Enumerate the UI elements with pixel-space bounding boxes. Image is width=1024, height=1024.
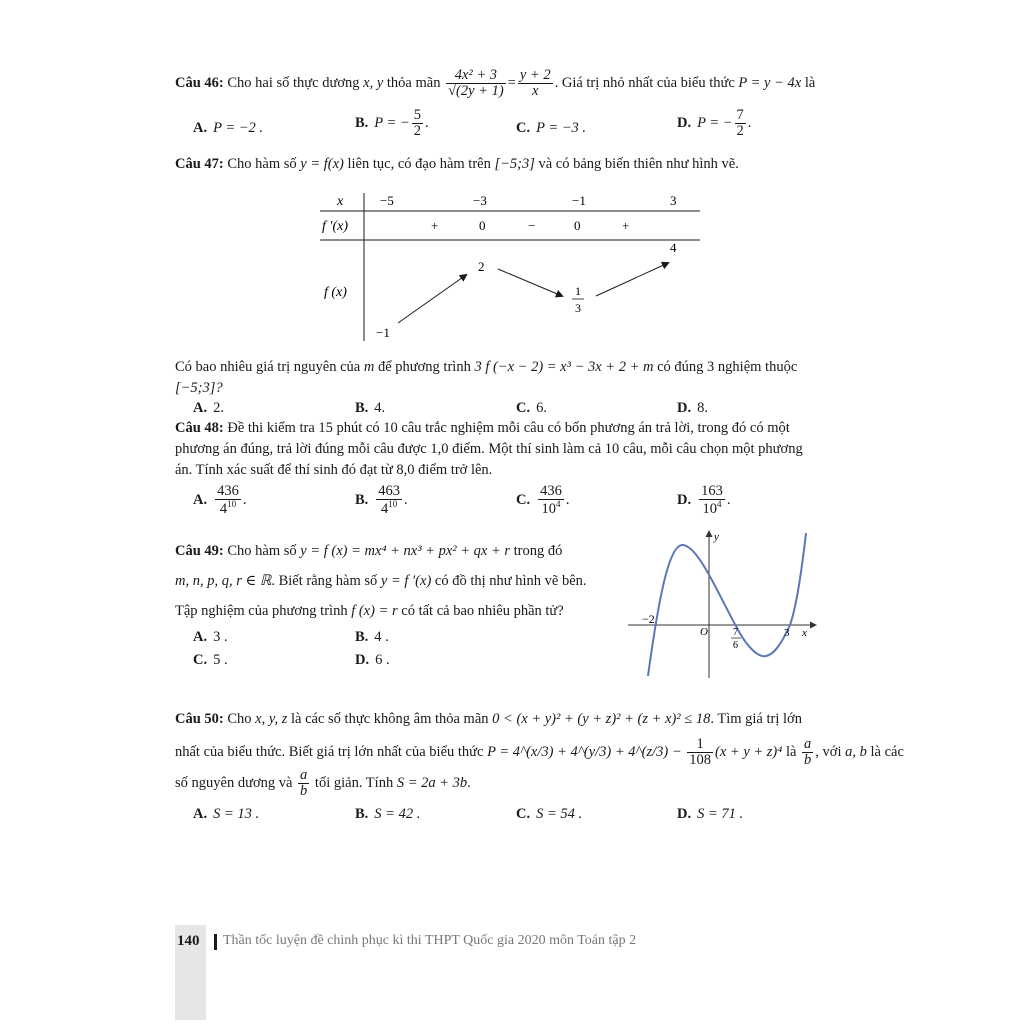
den-base: 4 <box>381 501 389 518</box>
den-base: 10 <box>702 501 717 518</box>
fraction-num: 5 <box>413 107 421 123</box>
q46-rhs-fraction <box>518 68 553 99</box>
option-key: A. <box>193 120 208 136</box>
option-fraction <box>215 484 241 517</box>
q47-question-b: để phương trình <box>377 359 471 375</box>
q46-lhs-fraction <box>446 68 506 99</box>
option-key: A. <box>193 806 208 822</box>
q49-expr-3: f (x) = r <box>351 603 398 619</box>
q49-text-2b: . Biết rằng hàm số <box>271 573 378 589</box>
table-f-end: 4 <box>670 240 677 255</box>
graph-origin: O <box>700 626 708 638</box>
option-key: C. <box>516 491 531 508</box>
q50-text-3b: tối giản. Tính <box>314 775 394 791</box>
q49-text-2c: có đồ thị như hình vẽ bên. <box>434 573 587 589</box>
option-key: D. <box>677 400 692 416</box>
q49-line2 <box>175 573 587 590</box>
arrow-down <box>498 269 562 296</box>
table-f-min-num: 1 <box>575 284 581 298</box>
q50-vars-ab: a, b <box>845 744 867 760</box>
fraction-den <box>376 499 402 517</box>
option-fraction <box>376 484 402 517</box>
q46-lhs-den: √(2y + 1) <box>448 83 504 100</box>
table-x-value: −3 <box>473 193 487 208</box>
option-key: C. <box>193 652 208 668</box>
option-value: S = 42 . <box>374 806 421 822</box>
option-value: P = − <box>374 115 410 132</box>
fraction-den: 2 <box>736 123 744 140</box>
q50-text-3c: . <box>467 775 471 791</box>
q47-option-c[interactable] <box>516 400 547 417</box>
arrow-up-2 <box>596 263 668 296</box>
option-fraction <box>412 108 423 139</box>
q50-line1 <box>175 711 802 728</box>
q50-text-2a: nhất của biểu thức. Biết giá trị lớn nhất của biểu thức <box>175 744 484 760</box>
q47-text-a: Cho hàm số <box>227 156 297 172</box>
q46-text-a: Cho hai số thực dương <box>227 75 360 91</box>
q50-text-1b: là các số thực không âm thỏa mãn <box>291 711 489 727</box>
q50-frac-ab-2 <box>298 768 309 799</box>
q47-m: m <box>363 359 375 375</box>
curve-f-prime <box>648 533 806 676</box>
q48-line3: án. Tính xác suất để thí sinh đó đạt từ 8,0 điểm trở lên. <box>175 462 493 478</box>
option-key: C. <box>516 120 531 136</box>
q49-text-1b: trong đó <box>513 543 563 559</box>
option-key: A. <box>193 400 208 416</box>
graph-root-3: 3 <box>784 627 790 639</box>
footer-separator <box>214 934 217 950</box>
q50-frac-108 <box>687 737 713 768</box>
option-value: 8. <box>697 400 708 416</box>
option-value: P = −2 . <box>213 120 264 136</box>
option-post: . <box>424 115 429 132</box>
den-exp: 4 <box>716 499 722 510</box>
q49-line3 <box>175 603 564 620</box>
table-fp-sign: + <box>431 218 439 233</box>
den-base: 10 <box>541 501 556 518</box>
graph-y-label: y <box>714 531 719 543</box>
q47-question-c: có đúng 3 nghiệm thuộc <box>657 359 798 375</box>
option-value: P = − <box>697 115 733 132</box>
q49-expr-2: y = f ′(x) <box>380 573 432 589</box>
fraction-den: 108 <box>689 752 712 769</box>
option-value: 4. <box>374 400 386 416</box>
q50-frac-ab <box>802 737 813 768</box>
q50-option-c[interactable] <box>516 806 582 823</box>
q49-text-2a: m, n, p, q, r ∈ ℝ <box>175 573 272 589</box>
fraction-den <box>215 499 241 517</box>
q49-line1 <box>175 543 562 560</box>
option-key: D. <box>677 115 692 132</box>
q50-line3 <box>175 766 471 800</box>
option-key: D. <box>677 806 692 822</box>
q47-option-b[interactable] <box>355 400 385 417</box>
q46-option-a[interactable] <box>193 120 263 137</box>
table-fp-sign: 0 <box>479 218 486 233</box>
option-value: 5 . <box>213 652 228 668</box>
q50-expr: P = 4^(x/3) + 4^(y/3) + 4^(z/3) − <box>487 744 682 760</box>
table-f-max: 2 <box>478 259 485 274</box>
table-x-label: x <box>337 194 344 209</box>
q48-line1 <box>175 420 790 437</box>
footer-book-title: Thần tốc luyện đề chinh phục kì thi THPT Quốc gia 2020 môn Toán tập 2 <box>223 933 637 948</box>
option-post: . <box>747 115 752 132</box>
q50-text-2b: là <box>785 744 797 760</box>
option-value: 6 . <box>375 652 390 668</box>
q47-question-line1 <box>175 359 797 376</box>
derivative-graph <box>620 528 820 680</box>
option-fraction <box>735 108 746 139</box>
graph-root-1: −2 <box>642 612 655 626</box>
q46-stem: Câu 46: Cho hai số thực dương x, y thỏa mãn $\frac{\text{4x² + 3}}{√(2y + 1)}$ = $\frac{y + 2}{x}$ . Giá trị nhỏ nhất của biểu thức P = y − 4x là <box>175 66 816 100</box>
table-f-start: −1 <box>376 325 390 340</box>
option-value: S = 71 . <box>697 806 744 822</box>
den-exp: 10 <box>227 499 237 510</box>
q47-question-line2: [−5;3]? <box>175 380 223 396</box>
fraction-num: 436 <box>540 483 562 499</box>
option-key: A. <box>193 629 208 645</box>
option-fraction <box>538 484 564 517</box>
q49-label: Câu 49: <box>175 543 224 559</box>
q50-text-1a: Cho <box>227 711 252 727</box>
table-fp-sign: + <box>622 218 630 233</box>
q47-equation: 3 f (−x − 2) = x³ − 3x + 2 + m <box>474 359 654 375</box>
q47-interval: [−5;3] <box>494 156 535 172</box>
fraction-num: 7 <box>736 107 744 123</box>
q50-text-1c: . Tìm giá trị lớn <box>710 711 802 727</box>
table-fp-sign: − <box>528 218 536 233</box>
q46-option-b[interactable] <box>355 108 429 139</box>
table-f-label: f (x) <box>324 285 347 300</box>
q46-label: Câu 46: <box>175 75 224 91</box>
option-key: C. <box>516 400 531 416</box>
q46-rhs-den: x <box>518 83 553 99</box>
q50-label: Câu 50: <box>175 711 224 727</box>
q46-text-b: thỏa mãn <box>386 75 441 91</box>
option-key: D. <box>355 652 370 668</box>
graph-root-2-den: 6 <box>733 640 738 651</box>
q47-func: y = f(x) <box>300 156 344 172</box>
table-fp-label: f ′(x) <box>322 219 348 234</box>
option-key: A. <box>193 491 208 508</box>
fraction-den <box>699 499 725 517</box>
q46-text-d: là <box>804 75 816 91</box>
option-value: S = 13 . <box>213 806 260 822</box>
fraction-num: 163 <box>701 483 723 499</box>
option-key: B. <box>355 629 369 645</box>
q49-text-3a: Tập nghiệm của phương trình <box>175 603 348 619</box>
q50-text-2c: , với <box>815 744 842 760</box>
option-fraction <box>699 484 725 517</box>
q47-label: Câu 47: <box>175 156 224 172</box>
option-key: D. <box>677 491 692 508</box>
fraction-num: 1 <box>696 735 704 752</box>
graph-x-label: x <box>802 627 807 639</box>
option-value: P = −3 . <box>536 120 587 136</box>
q46-rhs-num: y + 2 <box>519 66 551 83</box>
fraction-den: b <box>804 752 812 769</box>
q47-option-a[interactable] <box>193 400 224 417</box>
table-x-value: 3 <box>670 193 677 208</box>
q50-expr-tail: (x + y + z)⁴ <box>715 744 783 760</box>
q49-text-3b: có tất cả bao nhiêu phần tử? <box>401 603 564 619</box>
fraction-num: 463 <box>378 483 401 499</box>
q50-option-b[interactable] <box>355 806 420 823</box>
q50-condition: 0 < (x + y)² + (y + z)² + (z + x)² ≤ 18 <box>492 711 711 727</box>
q46-option-c[interactable] <box>516 120 586 137</box>
table-f-min-den: 3 <box>575 301 581 315</box>
q49-expr-1: y = f (x) = mx⁴ + nx³ + px² + qx + r <box>300 543 511 559</box>
option-value: 6. <box>536 400 547 416</box>
q50-option-a[interactable] <box>193 806 259 823</box>
q48-label: Câu 48: <box>175 420 224 436</box>
q48-option-a[interactable]: A. $\frac{436}{4^{10}}$ . <box>193 483 247 518</box>
fraction-den <box>538 499 564 517</box>
option-key: B. <box>355 115 369 132</box>
q46-vars: x, y <box>363 75 384 91</box>
q48-option-d[interactable]: D. $\frac{163}{10^4}$ . <box>677 483 731 518</box>
q50-vars: x, y, z <box>255 711 288 727</box>
graph-root-2-num: 7 <box>733 627 738 638</box>
fraction-num: a <box>300 766 308 783</box>
option-key: C. <box>516 806 531 822</box>
q50-text-2d: là các <box>870 744 904 760</box>
table-fp-sign: 0 <box>574 218 581 233</box>
option-value: 3 . <box>213 629 228 645</box>
q50-expr-s: S = 2a + 3b <box>396 775 468 791</box>
page-number: 140 <box>177 933 200 949</box>
arrow-up-1 <box>398 275 466 323</box>
fraction-den: 2 <box>413 123 421 140</box>
q47-option-d[interactable] <box>677 400 708 417</box>
q48-option-b[interactable]: B. $\frac{463}{4^{10}}$ . <box>355 483 408 518</box>
option-key: B. <box>355 806 369 822</box>
fraction-num: 436 <box>217 483 239 499</box>
den-exp: 10 <box>388 499 398 510</box>
option-value: 4 . <box>374 629 389 645</box>
q47-text-c: và có bảng biến thiên như hình vẽ. <box>538 156 739 172</box>
q47-question-a: Có bao nhiêu giá trị nguyên của <box>175 359 361 375</box>
option-value: S = 54 . <box>536 806 583 822</box>
q50-text-3a: số nguyên dương và <box>175 775 293 791</box>
q50-line2 <box>175 735 904 769</box>
option-value: 2. <box>213 400 224 416</box>
table-x-value: −5 <box>380 193 394 208</box>
q48-text-1: Đề thi kiểm tra 15 phút có 10 câu trắc nghiệm mỗi câu có bốn phương án trả lời, trong đó có một <box>227 420 790 436</box>
option-key: B. <box>355 491 369 508</box>
q49-option-a[interactable] <box>193 629 228 646</box>
q46-expr: P = y − 4x <box>738 75 802 91</box>
q47-stem <box>175 156 739 173</box>
q47-text-b: liên tục, có đạo hàm trên <box>347 156 491 172</box>
variation-table <box>310 185 705 347</box>
q46-lhs-num: 4x² + 3 <box>454 66 498 83</box>
q49-option-d[interactable] <box>355 652 390 669</box>
q48-option-c[interactable]: C. $\frac{436}{10^4}$ . <box>516 483 570 518</box>
option-key: B. <box>355 400 369 416</box>
q49-text-1a: Cho hàm số <box>227 543 297 559</box>
q48-line2: phương án đúng, trả lời đúng mỗi câu được 1,0 điểm. Một thí sinh làm cả 10 câu, mỗi câu chọn một phương <box>175 441 803 457</box>
fraction-num: a <box>804 735 812 752</box>
q50-option-d[interactable] <box>677 806 743 823</box>
q46-option-d[interactable] <box>677 108 751 139</box>
den-exp: 4 <box>555 499 561 510</box>
den-base: 4 <box>219 501 228 518</box>
table-x-value: −1 <box>572 193 586 208</box>
q49-option-b[interactable] <box>355 629 389 646</box>
fraction-den: b <box>300 783 308 800</box>
q46-text-c: . Giá trị nhỏ nhất của biểu thức <box>554 75 735 91</box>
q49-option-c[interactable] <box>193 652 228 669</box>
